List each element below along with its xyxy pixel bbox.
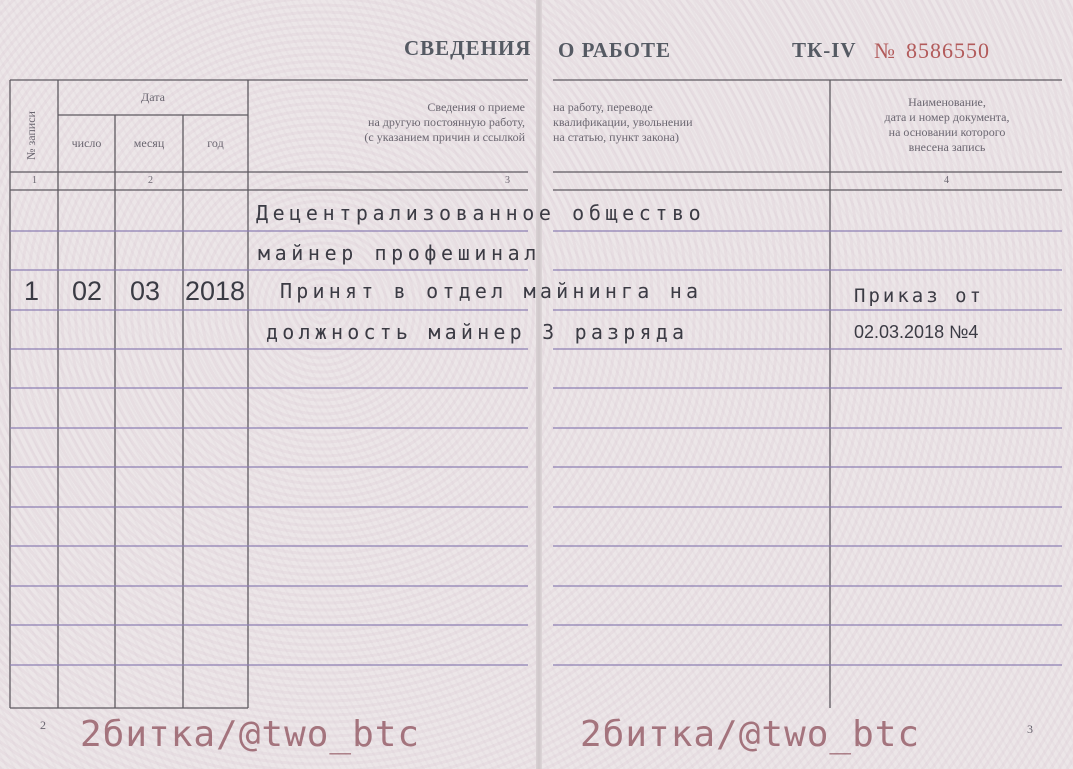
col-num-4: 4 [944, 175, 949, 186]
order-line-1: Приказ от [854, 285, 984, 307]
entry-day: 02 [72, 276, 103, 306]
col-doc-3: на основании которого [888, 125, 1006, 139]
org-name-line-2: майнер профешинал [258, 241, 541, 265]
col-doc-2: дата и номер документа, [884, 110, 1010, 124]
col-info-right [553, 100, 823, 145]
number-sign: № [874, 38, 896, 63]
col-day: число [71, 136, 102, 150]
entry-text-line-1: Принят в отдел майнинга на [280, 279, 703, 303]
col-info-right-3: на статью, пункт закона) [553, 130, 679, 144]
watermark-right: 2битка/@two_btc [580, 714, 921, 755]
col-info-right-2: квалификации, увольнении [553, 115, 693, 129]
col-year: год [207, 136, 224, 150]
col-doc-1: Наименование, [908, 95, 986, 109]
page-number-left: 2 [40, 718, 46, 732]
col-info-left-3: (с указанием причин и ссылкой [364, 130, 525, 144]
col-month: месяц [133, 136, 165, 150]
col-info-right-1: на работу, переводе [553, 100, 653, 114]
col-date: Дата [141, 90, 165, 104]
title-svedeniya: СВЕДЕНИЯ [404, 36, 532, 60]
col-info-left [250, 100, 525, 145]
entry-record-no: 1 [24, 276, 40, 306]
serial-value: 8586550 [906, 38, 990, 63]
col-info-left-1: Сведения о приеме [427, 100, 525, 114]
entry-year: 2018 [185, 276, 246, 306]
col-document [832, 95, 1062, 155]
page-number-right: 3 [1027, 722, 1033, 736]
black-rules [10, 80, 1062, 708]
series-label: ТК-IV [792, 38, 857, 62]
col-num-3: 3 [505, 175, 510, 186]
watermark-left: 2битка/@two_btc [80, 714, 421, 755]
entry-text-line-2: должность майнер 3 разряда [266, 320, 689, 344]
col-doc-4: внесена запись [908, 140, 986, 154]
col-num-1: 1 [32, 175, 37, 186]
col-num-2: 2 [148, 175, 153, 186]
entry-month: 03 [130, 276, 161, 306]
serial-number [874, 38, 990, 64]
col-record-no: № записи [24, 111, 38, 160]
org-name-line-1: Децентрализованное общество [256, 201, 706, 225]
title-o-rabote: О РАБОТЕ [558, 38, 671, 62]
col-info-left-2: на другую постоянную работу, [368, 115, 525, 129]
order-line-2: 02.03.2018 №4 [854, 322, 979, 342]
